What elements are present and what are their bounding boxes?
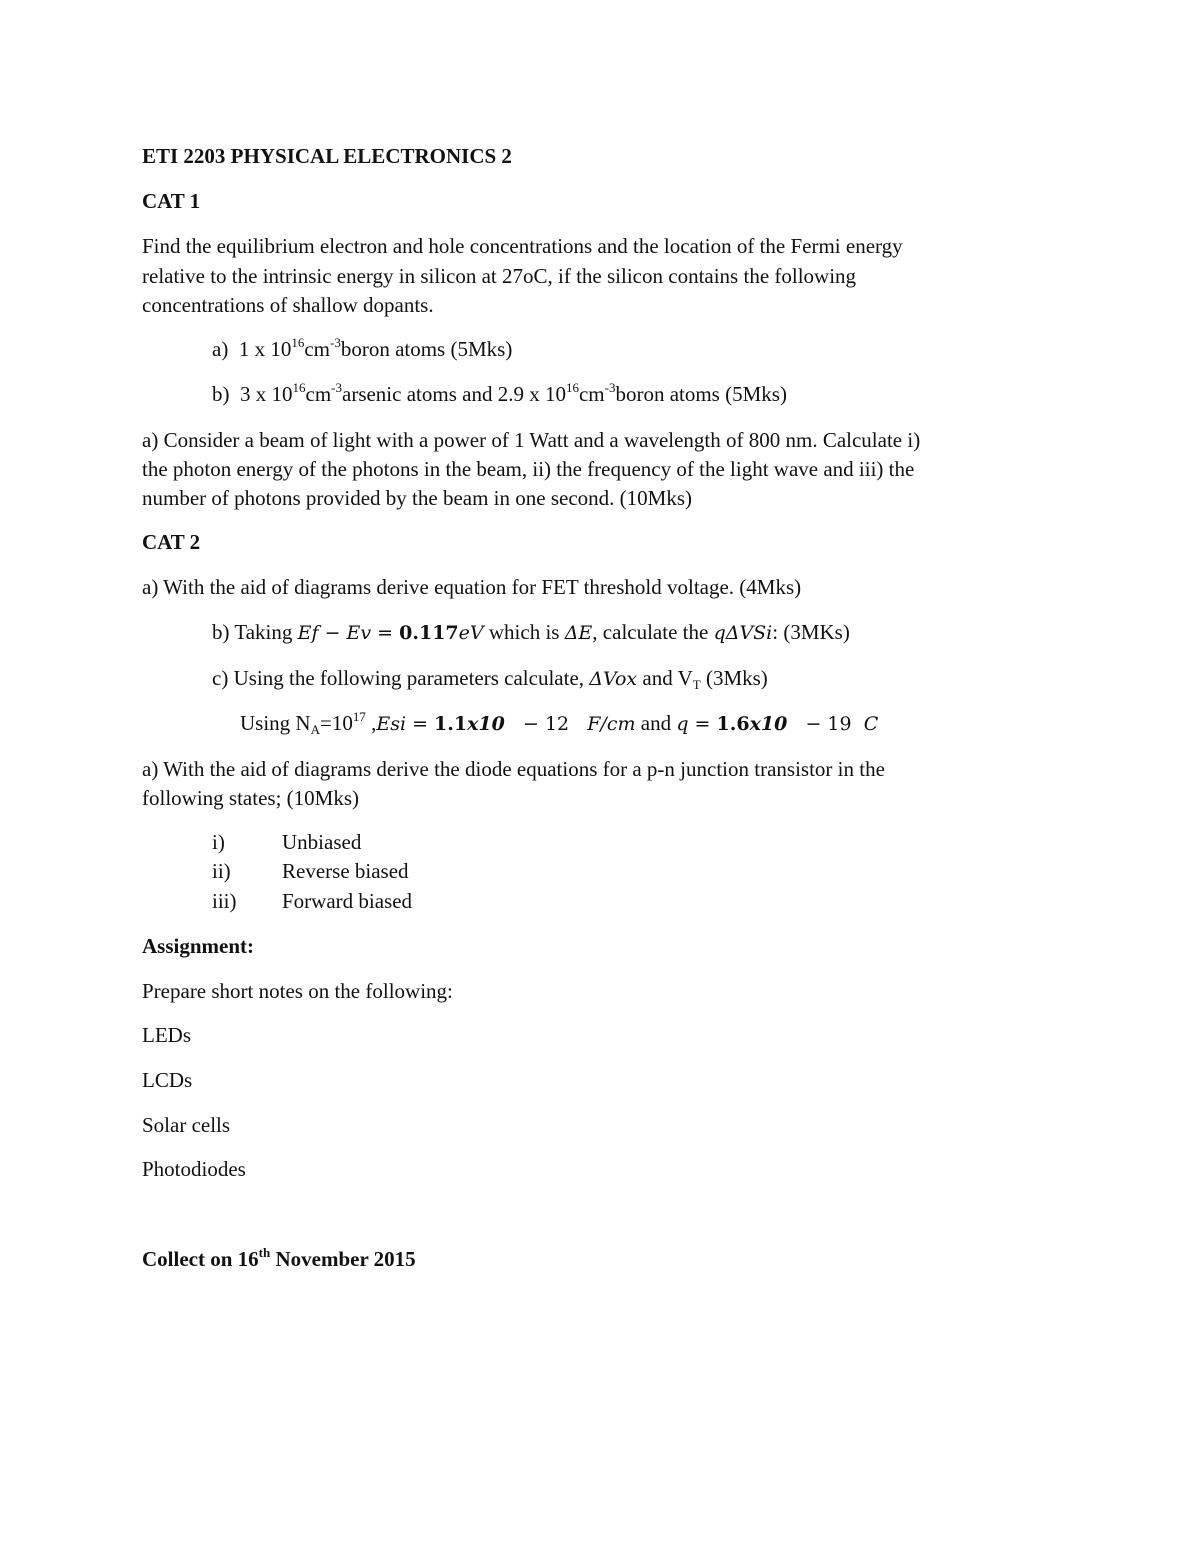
assignment-topic: Solar cells — [142, 1113, 231, 1137]
item-b-unit-exp2: -3 — [604, 380, 616, 395]
q-b-unit: eV — [458, 622, 484, 644]
q-b-target: qΔVSi — [713, 622, 773, 644]
params-sub: A — [310, 722, 320, 737]
cat2-question-a: a) With the aid of diagrams derive equation for FET threshold voltage. (4Mks) — [142, 575, 802, 599]
item-a-unit-exp: -3 — [329, 335, 341, 350]
state-label: Reverse biased — [282, 859, 409, 883]
cat1-question-line-1: Find the equilibrium electron and hole concentrations and the location of the Fermi energy — [142, 234, 903, 258]
params-prefix: Using N — [240, 711, 311, 735]
q-b-prefix: b) Taking — [212, 620, 298, 644]
params-esi: Esi = — [376, 713, 435, 735]
cat2-heading: CAT 2 — [142, 530, 201, 554]
params-and: and — [635, 711, 677, 735]
item-a-unit: cm — [304, 337, 330, 361]
item-b-unit: cm — [305, 382, 332, 406]
cat1-heading: CAT 1 — [142, 189, 201, 213]
q-c-prefix: c) Using the following parameters calculate, — [212, 666, 590, 690]
light-question-line-3: number of photons provided by the beam in one second. (10Mks) — [142, 486, 692, 510]
state-item — [212, 830, 361, 854]
params-esi-x10: x10 — [467, 713, 505, 735]
cat1-item-a — [212, 337, 512, 361]
params-esi-value: 1.1 — [434, 713, 468, 735]
item-b-exp2: 16 — [565, 380, 579, 395]
params-exp: 17 — [352, 709, 366, 724]
state-number: iii) — [212, 889, 237, 913]
q-b-delta: ΔE — [564, 622, 593, 644]
item-b-unit2: cm — [578, 382, 605, 406]
item-b-label: b) — [212, 382, 230, 406]
cat1-item-b — [212, 382, 787, 406]
item-a-mantissa: 1 x 10 — [238, 337, 292, 361]
params-q-value: 1.6 — [716, 713, 750, 735]
assignment-heading: Assignment: — [142, 934, 255, 958]
state-number: ii) — [212, 859, 231, 883]
assignment-topic: LEDs — [142, 1023, 191, 1047]
collection-date — [142, 1247, 416, 1271]
cat2-question-c — [212, 666, 768, 691]
item-b-mantissa: 3 x 10 — [240, 382, 293, 406]
state-label: Forward biased — [282, 889, 413, 913]
cat1-question-line-2: relative to the intrinsic energy in silicon at 27oC, if the silicon contains the following — [142, 264, 857, 288]
state-item — [212, 889, 412, 913]
params-sep: , — [365, 711, 377, 735]
state-number: i) — [212, 830, 225, 854]
params-eq: =10 — [319, 711, 353, 735]
cat2-question-b — [212, 620, 850, 645]
params-esi-unit: F/cm — [587, 713, 636, 735]
params-q-unit: C — [863, 713, 879, 735]
item-a-label: a) — [212, 337, 229, 361]
diode-question-line-1: a) With the aid of diagrams derive the diode equations for a p-n junction transistor in the — [142, 757, 885, 781]
q-b-value: 0.117 — [399, 622, 459, 644]
item-a-rest: boron atoms (5Mks) — [340, 337, 513, 361]
collect-suffix: November 2015 — [270, 1247, 416, 1271]
item-b-exp: 16 — [292, 380, 306, 395]
q-c-sub: T — [692, 677, 701, 692]
q-c-mid: and V — [637, 666, 693, 690]
item-b-rest2: boron atoms (5Mks) — [615, 382, 787, 406]
collect-prefix: Collect on 16 — [142, 1247, 259, 1271]
light-question-line-2: the photon energy of the photons in the beam, ii) the frequency of the light wave and iii) the — [142, 457, 915, 481]
params-esi-exp: − 12 — [504, 713, 588, 735]
assignment-topic: Photodiodes — [142, 1157, 246, 1181]
item-a-exp: 16 — [291, 335, 305, 350]
state-item — [212, 859, 409, 883]
item-b-rest1: arsenic atoms and 2.9 x 10 — [342, 382, 566, 406]
assignment-intro: Prepare short notes on the following: — [142, 979, 453, 1003]
collect-sup: th — [258, 1245, 271, 1260]
diode-question-line-2: following states; (10Mks) — [142, 786, 359, 810]
q-c-var: ΔVox — [589, 668, 638, 690]
params-q-exp: − 19 — [787, 713, 864, 735]
q-b-mid2: , calculate the — [592, 620, 714, 644]
state-label: Unbiased — [282, 830, 362, 854]
document-title: ETI 2203 PHYSICAL ELECTRONICS 2 — [142, 144, 512, 168]
q-b-mid: which is — [483, 620, 565, 644]
params-q-x10: x10 — [749, 713, 788, 735]
cat2-parameters — [240, 711, 878, 736]
q-b-equation: Ef − Ev = — [297, 622, 400, 644]
light-question-line-1: a) Consider a beam of light with a power of 1 Watt and a wavelength of 800 nm. Calculate i) — [142, 428, 921, 452]
assignment-topic: LCDs — [142, 1068, 193, 1092]
item-b-unit-exp: -3 — [331, 380, 342, 395]
cat1-question-line-3: concentrations of shallow dopants. — [142, 293, 434, 317]
q-c-suffix: (3Mks) — [700, 666, 768, 690]
q-b-suffix: : (3MKs) — [772, 620, 850, 644]
params-q: q = — [676, 713, 717, 735]
